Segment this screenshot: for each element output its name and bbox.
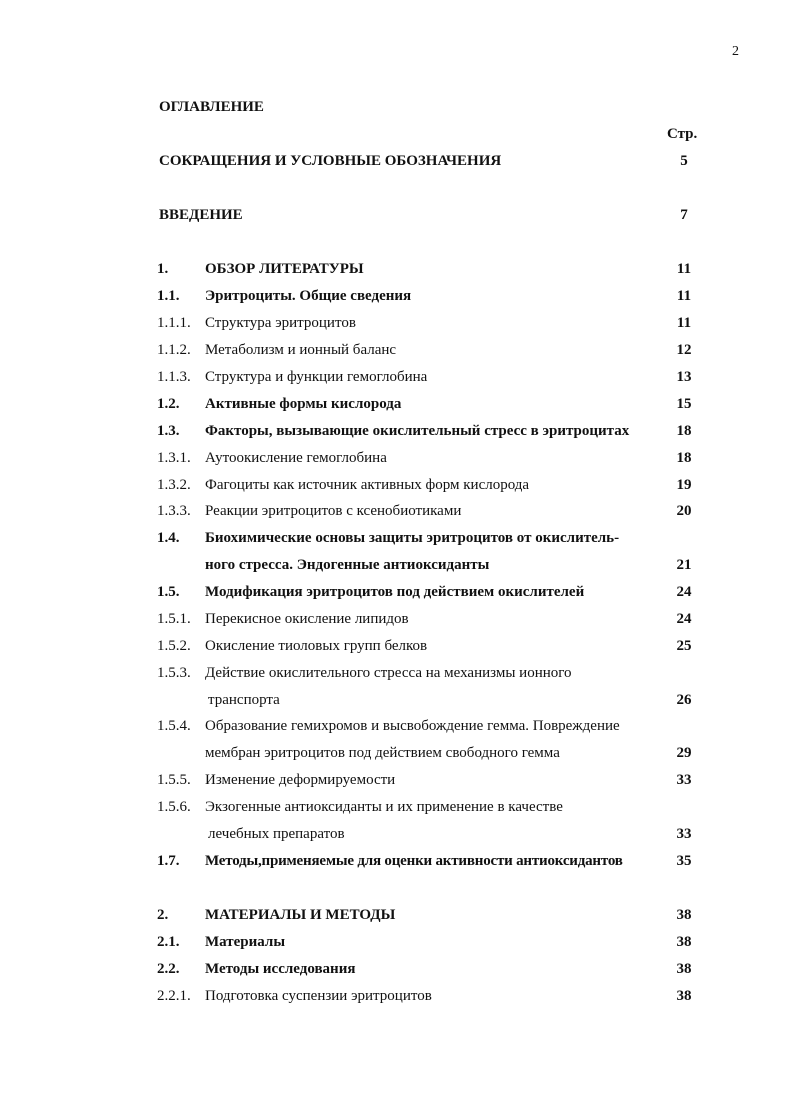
- toc-entry-text: Методы,применяемые для оценки активности антиоксидантов: [205, 853, 623, 869]
- toc-entry-number: 1.5.4.: [157, 718, 191, 734]
- toc-entry-number: 2.1.: [157, 934, 180, 950]
- toc-entry-number: 1.3.1.: [157, 450, 191, 466]
- toc-entry-text: Аутоокисление гемоглобина: [205, 450, 387, 466]
- toc-entry-page: 38: [676, 934, 692, 950]
- toc-entry-text: Методы исследования: [205, 961, 356, 977]
- toc-entry: [0, 418, 795, 444]
- toc-entry: [0, 848, 795, 874]
- toc-entry-number: 1.1.: [157, 288, 180, 304]
- toc-entry-text: Экзогенные антиоксиданты и их применение в качестве: [205, 799, 563, 815]
- toc-entry-page: 11: [676, 315, 692, 331]
- toc-entry-number: 1.5.1.: [157, 611, 191, 627]
- toc-entry-text: Изменение деформируемости: [205, 772, 396, 788]
- toc-entry-text: Структура эритроцитов: [205, 315, 356, 331]
- toc-entry: [0, 983, 795, 1009]
- toc-entry-text: лечебных препаратов: [208, 826, 345, 842]
- toc-entry-text: СОКРАЩЕНИЯ И УСЛОВНЫЕ ОБОЗНАЧЕНИЯ: [159, 153, 502, 169]
- toc-entry: [0, 687, 795, 713]
- toc-entry-text: ОБЗОР ЛИТЕРАТУРЫ: [205, 261, 364, 277]
- toc-entry-page: 19: [676, 477, 692, 493]
- toc-entry-page: 33: [676, 772, 692, 788]
- toc-entry-number: 1.3.2.: [157, 477, 191, 493]
- toc-entry-text: Материалы: [205, 934, 286, 950]
- toc-entry-number: 1.5.5.: [157, 772, 191, 788]
- toc-entry-page: 26: [676, 692, 692, 708]
- toc-entry-page: 38: [676, 907, 692, 923]
- toc-entry-page: 24: [676, 611, 692, 627]
- toc-entry-page: 18: [676, 423, 692, 439]
- toc-title: ОГЛАВЛЕНИЕ: [159, 99, 264, 115]
- toc-entry: [0, 472, 795, 498]
- toc-entry-text: Перекисное окисление липидов: [205, 611, 409, 627]
- toc-entry-number: 1.1.2.: [157, 342, 191, 358]
- toc-entry-text: МАТЕРИАЛЫ И МЕТОДЫ: [205, 907, 396, 923]
- toc-entry-number: 1.5.: [157, 584, 180, 600]
- toc-entry-number: 1.: [157, 261, 169, 277]
- toc-entry-page: 24: [676, 584, 692, 600]
- toc-entry-number: 1.5.2.: [157, 638, 191, 654]
- toc-entry-page: 13: [676, 369, 692, 385]
- toc-entry-text: Структура и функции гемоглобина: [205, 369, 428, 385]
- toc-entry-text: Факторы, вызывающие окислительный стресс в эритроцитах: [205, 423, 630, 439]
- toc-entry-text: Метаболизм и ионный баланс: [205, 342, 397, 358]
- toc-entry-page: 11: [676, 261, 692, 277]
- page-number: 2: [732, 44, 739, 59]
- toc-entry: [0, 606, 795, 632]
- toc-entry: [0, 902, 795, 928]
- toc-entry-page: 33: [676, 826, 692, 842]
- toc-entry-number: 1.7.: [157, 853, 180, 869]
- toc-entry-text: Образование гемихромов и высвобождение гемма. Повреждение: [205, 718, 620, 734]
- toc-entry-page: 29: [676, 745, 692, 761]
- toc-entry: [0, 337, 795, 363]
- toc-entry-number: 1.1.1.: [157, 315, 191, 331]
- toc-entry: [0, 364, 795, 390]
- toc-entry: [0, 660, 795, 686]
- toc-entry: [0, 794, 795, 820]
- toc-entry-text: Эритроциты. Общие сведения: [205, 288, 412, 304]
- toc-entry-page: 38: [676, 961, 692, 977]
- toc-entry-text: Действие окислительного стресса на механизмы ионного: [205, 665, 572, 681]
- toc-entry-text: ного стресса. Эндогенные антиоксиданты: [205, 557, 490, 573]
- toc-entry-page: 21: [676, 557, 692, 573]
- toc-entry: [0, 148, 795, 174]
- toc-entry-number: 1.4.: [157, 530, 180, 546]
- toc-entry: [0, 525, 795, 551]
- toc-entry-page: 7: [680, 207, 688, 223]
- toc-entry-page: 35: [676, 853, 692, 869]
- toc-entry: [0, 929, 795, 955]
- toc-entry-text: Активные формы кислорода: [205, 396, 402, 412]
- toc-entry-number: 2.: [157, 907, 169, 923]
- toc-entry: [0, 256, 795, 282]
- toc-entry-number: 2.2.1.: [157, 988, 191, 1004]
- page-column-header: Стр.: [667, 126, 698, 142]
- toc-entry-text: Фагоциты как источник активных форм кислорода: [205, 477, 530, 493]
- toc-entry: [0, 821, 795, 847]
- toc-entry: [0, 956, 795, 982]
- toc-entry-page: 25: [676, 638, 692, 654]
- toc-entry-page: 15: [676, 396, 692, 412]
- toc-entry: [0, 391, 795, 417]
- toc-entry-page: 18: [676, 450, 692, 466]
- toc-entry-text: Реакции эритроцитов с ксенобиотиками: [205, 503, 462, 519]
- toc-entry: [0, 202, 795, 228]
- toc-entry-page: 38: [676, 988, 692, 1004]
- toc-entry-text: транспорта: [208, 692, 280, 708]
- toc-entry-number: 1.3.: [157, 423, 180, 439]
- toc-entry-number: 1.1.3.: [157, 369, 191, 385]
- toc-entry-number: 2.2.: [157, 961, 180, 977]
- toc-entry-text: ВВЕДЕНИЕ: [159, 207, 243, 223]
- toc-entry-page: 20: [676, 503, 692, 519]
- toc-entry-text: мембран эритроцитов под действием свободного гемма: [205, 745, 560, 761]
- toc-entry-number: 1.5.6.: [157, 799, 191, 815]
- toc-entry: [0, 740, 795, 766]
- toc-entry-text: Модификация эритроцитов под действием окислителей: [205, 584, 585, 600]
- toc-entry: [0, 579, 795, 605]
- toc-entry-page: 5: [680, 153, 688, 169]
- toc-entry-text: Биохимические основы защиты эритроцитов от окислитель-: [205, 530, 620, 546]
- toc-entry-text: Окисление тиоловых групп белков: [205, 638, 428, 654]
- toc-entry: [0, 713, 795, 739]
- toc-entry: [0, 552, 795, 578]
- toc-entry-number: 1.5.3.: [157, 665, 191, 681]
- toc-entry-page: 12: [676, 342, 692, 358]
- toc-entry: [0, 633, 795, 659]
- toc-entry: [0, 283, 795, 309]
- toc-entry: [0, 767, 795, 793]
- toc-entry-page: 11: [676, 288, 692, 304]
- toc-entry: [0, 445, 795, 471]
- toc-entry-number: 1.2.: [157, 396, 180, 412]
- toc-entry: [0, 310, 795, 336]
- toc-entry-text: Подготовка суспензии эритроцитов: [205, 988, 432, 1004]
- toc-entry-number: 1.3.3.: [157, 503, 191, 519]
- toc-entry: [0, 498, 795, 524]
